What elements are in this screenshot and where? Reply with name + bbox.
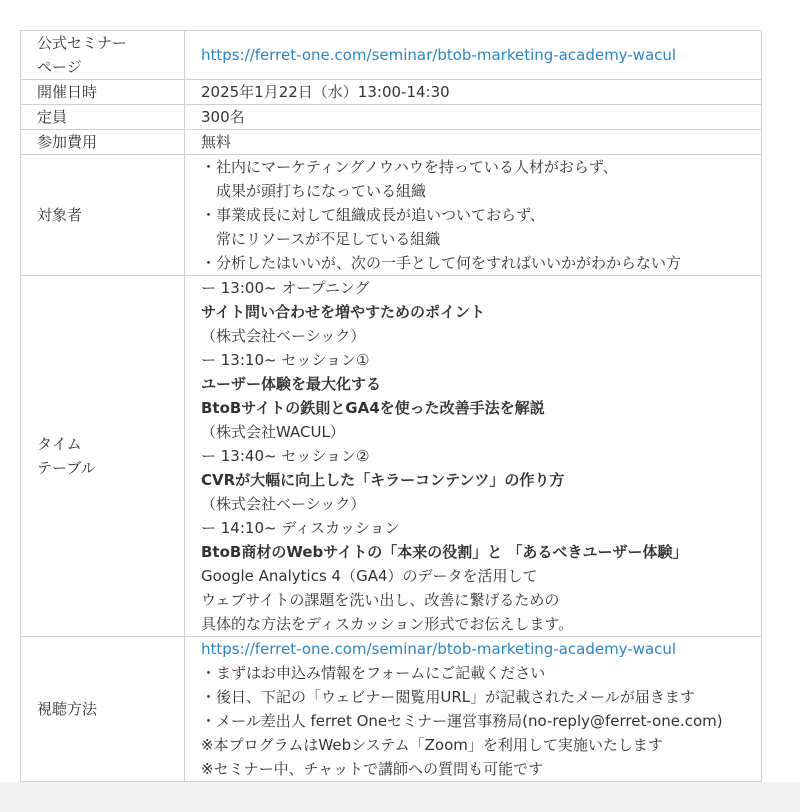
- viewing-line: ・メール差出人 ferret Oneセミナー運営事務局(no-reply@ferret-one.com): [201, 712, 723, 730]
- viewing-line: ※セミナー中、チャットで講師への質問も可能です: [201, 760, 544, 778]
- value-date: 2025年1月22日（水）13:00-14:30: [185, 80, 762, 105]
- label-seminar-page-line2: ページ: [37, 58, 82, 76]
- timetable-title: BtoBサイトの鉄則とGA4を使った改善手法を解説: [201, 399, 545, 417]
- label-seminar-page-line1: 公式セミナー: [37, 34, 128, 52]
- timetable-time-opening: ー 13:00~ オープニング: [201, 279, 370, 297]
- audience-line: ・事業成長に対して組織成長が追いついておらず、: [201, 206, 545, 224]
- viewing-line: ※本プログラムはWebシステム「Zoom」を利用して実施いたします: [201, 736, 663, 754]
- value-viewing: [185, 637, 762, 782]
- value-capacity: 300名: [185, 105, 762, 130]
- timetable-description: 具体的な方法をディスカッション形式でお伝えします。: [201, 615, 574, 633]
- value-fee: 無料: [185, 130, 762, 155]
- timetable-title: ユーザー体験を最大化する: [201, 375, 382, 393]
- label-audience: 対象者: [21, 155, 185, 276]
- timetable-company: （株式会社ベーシック）: [201, 495, 366, 513]
- viewing-line: ・後日、下記の「ウェビナー閲覧用URL」が記載されたメールが届きます: [201, 688, 695, 706]
- value-timetable: [185, 276, 762, 637]
- label-seminar-page: [21, 31, 185, 80]
- timetable-title: CVRが大幅に向上した「キラーコンテンツ」の作り方: [201, 471, 565, 489]
- timetable-time-discussion: ー 14:10~ ディスカッション: [201, 519, 400, 537]
- table-row-seminar-page: [21, 31, 762, 80]
- timetable-time-session2: ー 13:40~ セッション②: [201, 447, 370, 465]
- timetable-time-session1: ー 13:10~ セッション①: [201, 351, 370, 369]
- seminar-info-table: [20, 30, 762, 782]
- label-timetable: [21, 276, 185, 637]
- timetable-company: （株式会社WACUL）: [201, 423, 345, 441]
- table-row-audience: [21, 155, 762, 276]
- timetable-description: ウェブサイトの課題を洗い出し、改善に繋げるための: [201, 591, 560, 609]
- bottom-margin: [0, 782, 800, 812]
- table-row-fee: [21, 130, 762, 155]
- label-timetable-line2: テーブル: [37, 459, 96, 477]
- value-seminar-page: [185, 31, 762, 80]
- timetable-title: サイト問い合わせを増やすためのポイント: [201, 303, 485, 321]
- table-row-timetable: [21, 276, 762, 637]
- audience-line: ・分析したはいいが、次の一手として何をすればいいかがわからない方: [201, 254, 682, 272]
- label-capacity: 定員: [21, 105, 185, 130]
- label-fee: 参加費用: [21, 130, 185, 155]
- seminar-page-link[interactable]: https://ferret-one.com/seminar/btob-marketing-academy-wacul: [201, 46, 677, 64]
- audience-line: 常にリソースが不足している組織: [216, 230, 441, 248]
- table-row-viewing: [21, 637, 762, 782]
- top-margin: [0, 0, 800, 30]
- audience-line: 成果が頭打ちになっている組織: [216, 182, 427, 200]
- value-audience: [185, 155, 762, 276]
- label-date: 開催日時: [21, 80, 185, 105]
- viewing-link[interactable]: https://ferret-one.com/seminar/btob-marketing-academy-wacul: [201, 640, 677, 658]
- timetable-company: （株式会社ベーシック）: [201, 327, 366, 345]
- label-viewing: 視聴方法: [21, 637, 185, 782]
- timetable-title: BtoB商材のWebサイトの「本来の役割」と 「あるべきユーザー体験」: [201, 543, 688, 561]
- label-timetable-line1: タイム: [37, 435, 82, 453]
- audience-line: ・社内にマーケティングノウハウを持っている人材がおらず、: [201, 158, 618, 176]
- viewing-line: ・まずはお申込み情報をフォームにご記載ください: [201, 664, 546, 682]
- table-row-date: [21, 80, 762, 105]
- table-row-capacity: [21, 105, 762, 130]
- timetable-description: Google Analytics 4（GA4）のデータを活用して: [201, 567, 538, 585]
